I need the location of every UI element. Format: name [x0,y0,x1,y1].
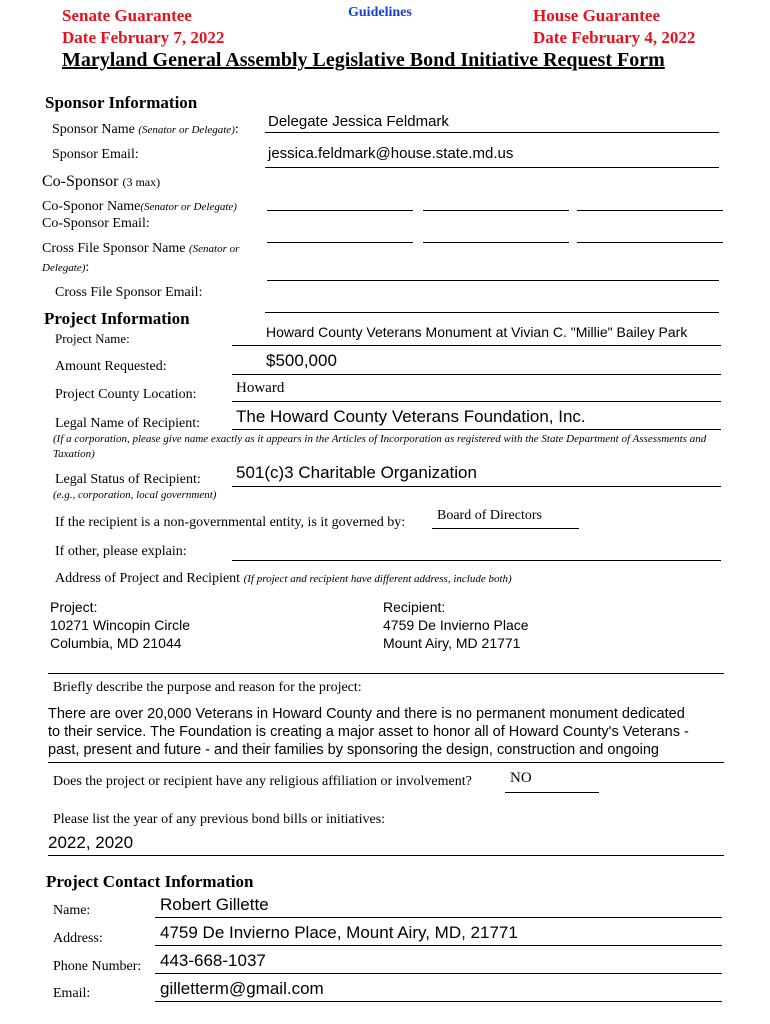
house-guarantee: House Guarantee [533,6,661,25]
senate-guarantee: Senate Guarantee [62,6,192,25]
address-label: Address of Project and Recipient (If project and recipient have different address, include both) [55,571,512,586]
form-title: Maryland General Assembly Legislative Bond Initiative Request Form [62,49,665,71]
cosponsor-email-label: Co-Sponsor Email: [42,216,150,231]
amount-field[interactable]: $500,000 [266,351,337,370]
cosponsor-name-2-field[interactable] [423,210,569,211]
sponsor-email-field[interactable]: jessica.feldmark@house.state.md.us [268,145,514,162]
cosponsor-name-3-field[interactable] [577,210,723,211]
contact-phone-field[interactable]: 443-668-1037 [160,951,266,970]
county-field[interactable]: Howard [236,380,285,396]
contact-name-label: Name: [53,903,91,918]
previous-field[interactable]: 2022, 2020 [48,833,134,852]
recipient-address[interactable]: Recipient: 4759 De Invierno Place Mount Airy, MD 21771 [383,599,529,651]
contact-heading: Project Contact Information [46,872,254,891]
legal-status-field[interactable]: 501(c)3 Charitable Organization [236,463,477,482]
contact-email-field[interactable]: gilletterm@gmail.com [160,979,324,998]
guidelines-link[interactable]: Guidelines [348,5,412,20]
religious-field[interactable]: NO [510,770,532,786]
recipient-field[interactable]: The Howard County Veterans Foundation, Inc. [236,407,586,426]
cosponsor-heading: Co-Sponsor (3 max) [42,173,161,190]
contact-email-label: Email: [53,986,91,1001]
cross-file-email-label: Cross File Sponsor Email: [55,285,203,300]
project-name-label: Project Name: [55,331,130,346]
contact-address-field[interactable]: 4759 De Invierno Place, Mount Airy, MD, 21771 [160,923,518,942]
amount-label: Amount Requested: [55,359,167,374]
cosponsor-email-2-field[interactable] [423,242,569,243]
cosponsor-name-1-field[interactable] [267,210,413,211]
cosponsor-email-3-field[interactable] [577,242,723,243]
recipient-note: (If a corporation, please give name exactly as it appears in the Articles of Incorporation as registered with the State Department of Assessments and Taxation) [53,433,707,460]
sponsor-email-label: Sponsor Email: [52,147,139,162]
senate-date: Date February 7, 2022 [62,28,225,47]
governed-field[interactable]: Board of Directors [437,508,542,523]
cross-file-label: Cross File Sponsor Name (Senator or [42,241,240,256]
cosponsor-email-1-field[interactable] [267,242,413,243]
legal-status-label: Legal Status of Recipient: [55,472,201,487]
governed-label: If the recipient is a non-governmental entity, is it governed by: [55,515,406,530]
purpose-field[interactable]: There are over 20,000 Veterans in Howard County and there is no permanent monument dedicated to their service. The Foundation is creating a major asset to honor all of Howard County's Veterans - past, present and future - and their families by sponsoring the design, construction and ongoing [48,706,689,758]
project-address[interactable]: Project: 10271 Wincopin Circle Columbia, MD 21044 [50,599,191,651]
sponsor-name-field[interactable]: Delegate Jessica Feldmark [268,113,449,130]
recipient-label: Legal Name of Recipient: [55,416,200,431]
sponsor-name-label: Sponsor Name (Senator or Delegate): [52,122,239,137]
purpose-label: Briefly describe the purpose and reason for the project: [53,680,362,695]
previous-label: Please list the year of any previous bond bills or initiatives: [53,812,386,827]
project-name-field[interactable]: Howard County Veterans Monument at Vivian C. "Millie" Bailey Park [266,324,688,340]
contact-phone-label: Phone Number: [53,959,142,974]
county-label: Project County Location: [55,387,197,402]
cosponsor-name-label: Co-Sponor Name(Senator or Delegate) [42,199,237,214]
cross-file-label-cont: Delegate): [42,260,90,275]
cross-file-email-field[interactable] [265,312,719,313]
contact-name-field[interactable]: Robert Gillette [160,895,269,914]
contact-address-label: Address: [53,931,103,946]
cross-file-name-field[interactable] [267,280,719,281]
other-label: If other, please explain: [55,544,187,559]
other-field[interactable] [232,560,721,561]
sponsor-heading: Sponsor Information [45,93,198,112]
house-date: Date February 4, 2022 [533,28,696,47]
legal-status-note: (e.g., corporation, local government) [53,489,217,501]
project-heading: Project Information [44,309,190,328]
religious-label: Does the project or recipient have any religious affiliation or involvement? [53,774,472,789]
